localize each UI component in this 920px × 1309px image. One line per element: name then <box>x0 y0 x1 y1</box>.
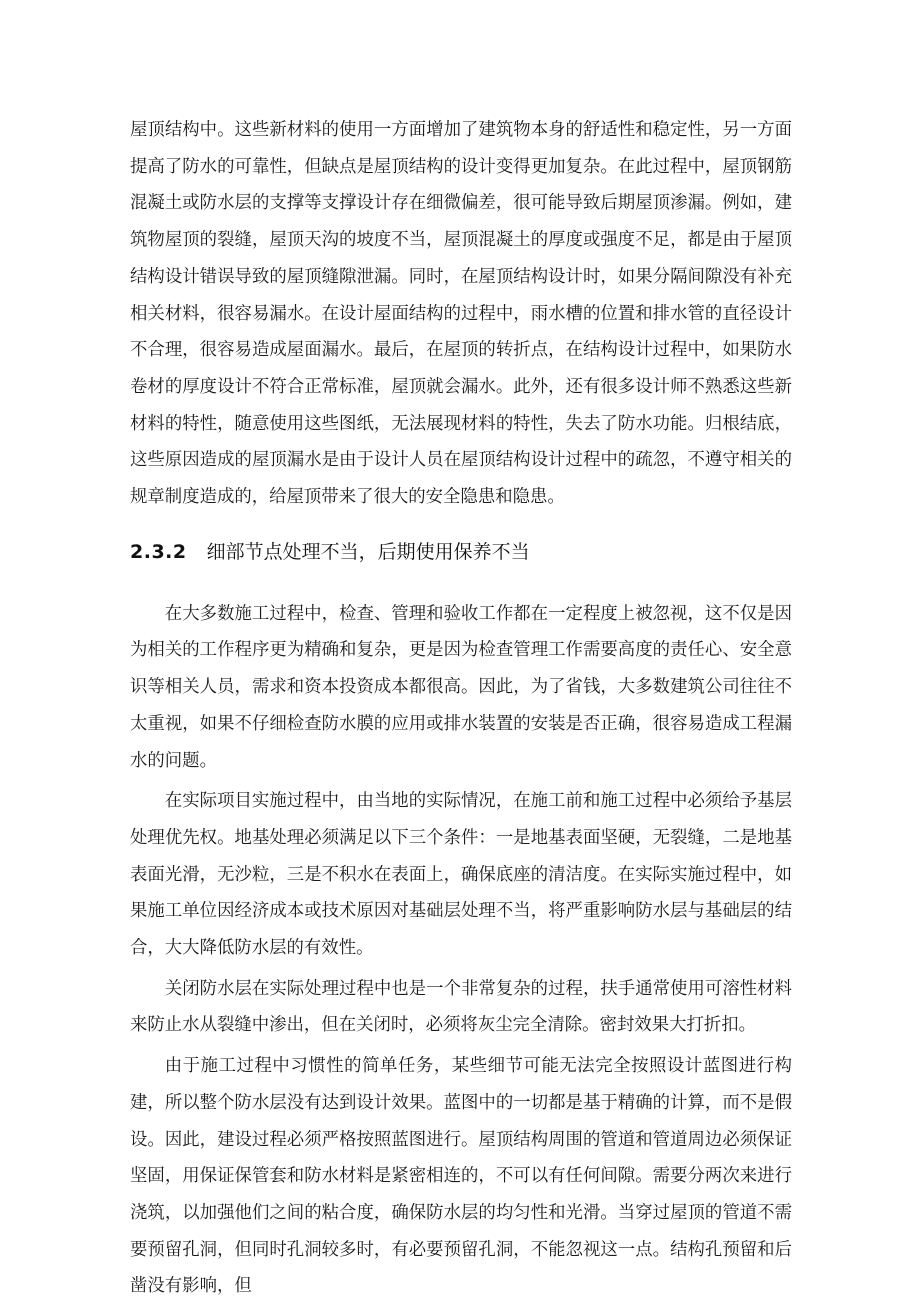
paragraph-sealing: 关闭防水层在实际处理过程中也是一个非常复杂的过程，扶手通常使用可溶性材料来防止水从裂缝中渗出，但在关闭时，必须将灰尘完全清除。密封效果大打折扣。 <box>130 978 792 1036</box>
paragraph-base-treatment: 在实际项目实施过程中，由当地的实际情况，在施工前和施工过程中必须给予基层处理优先权。地基处理必须满足以下三个条件：一是地基表面坚硬，无裂缝，二是地基表面光滑，无沙粒，三是不积水在表面上，确保底座的清洁度。在实际实施过程中，如果施工单位因经济成本或技术原因对基础层处理不当，将严重影响防水层与基础层的结合，大大降低防水层的有效性。 <box>130 791 792 959</box>
paragraph-roof-design: 屋顶结构中。这些新材料的使用一方面增加了建筑物本身的舒适性和稳定性，另一方面提高了防水的可靠性，但缺点是屋顶结构的设计变得更加复杂。在此过程中，屋顶钢筋混凝土或防水层的支撑等支撑设计存在细微偏差，很可能导致后期屋顶渗漏。例如，建筑物屋顶的裂缝，屋顶天沟的坡度不当，屋顶混凝土的厚度或强度不足，都是由于屋顶结构设计错误导致的屋顶缝隙泄漏。同时，在屋顶结构设计时，如果分隔间隙没有补充相关材料，很容易漏水。在设计屋面结构的过程中，雨水槽的位置和排水管的直径设计不合理，很容易造成屋面漏水。最后，在屋顶的转折点，在结构设计过程中，如果防水卷材的厚度设计不符合正常标准，屋顶就会漏水。此外，还有很多设计师不熟悉这些新材料的特性，随意使用这些图纸，无法展现材料的特性，失去了防水功能。归根结底，这些原因造成的屋顶漏水是由于设计人员在屋顶结构设计过程中的疏忽，不遵守相关的规章制度造成的，给屋顶带来了很大的安全隐患和隐患。 <box>130 120 792 508</box>
section-heading <box>130 538 792 566</box>
page-body <box>130 112 792 1309</box>
paragraph-construction-details: 由于施工过程中习惯性的简单任务，某些细节可能无法完全按照设计蓝图进行构建，所以整个防水层没有达到设计效果。蓝图中的一切都是基于精确的计算，而不是假设。因此，建设过程必须严格按照蓝图进行。屋顶结构周围的管道和管道周边必须保证坚固，用保证保管套和防水材料是紧密相连的，不可以有任何间隙。需要分两次来进行浇筑，以加强他们之间的粘合度，确保防水层的均匀性和光滑。当穿过屋顶的管道不需要预留孔洞，但同时孔洞较多时，有必要预留孔洞，不能忽视这一点。结构孔预留和后凿没有影响，但 <box>130 1056 792 1297</box>
section-number: 2.3.2 <box>130 540 187 563</box>
section-title: 细部节点处理不当，后期使用保养不当 <box>206 540 530 563</box>
paragraph-inspection: 在大多数施工过程中，检查、管理和验收工作都在一定程度上被忽视，这不仅是因为相关的工作程序更为精确和复杂，更是因为检查管理工作需要高度的责任心、安全意识等相关人员，需求和资本投资成本都很高。因此，为了省钱，大多数建筑公司往往不太重视，如果不仔细检查防水膜的应用或排水装置的安装是否正确，很容易造成工程漏水的问题。 <box>130 603 792 771</box>
